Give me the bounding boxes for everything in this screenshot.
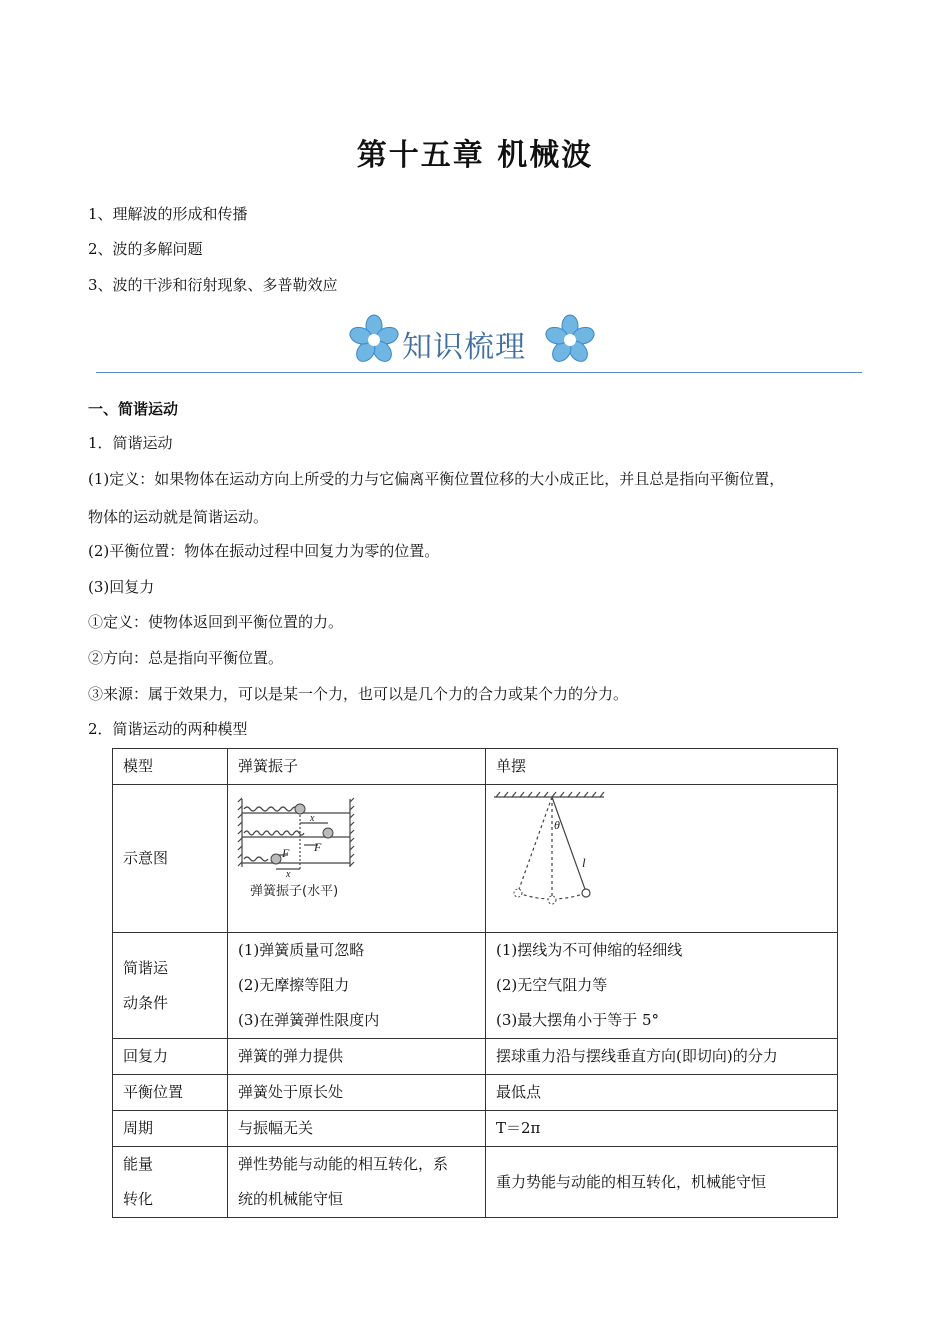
objective-2: 2、波的多解问题	[88, 240, 203, 258]
table-cell: 示意图	[113, 785, 228, 933]
table-cell: 平衡位置	[113, 1075, 228, 1111]
page-title: 第十五章 机械波	[356, 138, 594, 173]
table-cell	[228, 933, 486, 1039]
cell-line: 简谐运	[123, 958, 169, 977]
spring-diagram-caption: 弹簧振子(水平)	[250, 884, 339, 899]
section-heading: 一、简谐运动	[88, 400, 179, 418]
table-cell: T＝2π	[486, 1111, 838, 1147]
spring-label-F: F	[314, 840, 322, 854]
table-header-row	[113, 749, 838, 785]
pendulum-length-label: l	[582, 855, 586, 870]
pendulum-angle-label: θ	[554, 818, 560, 832]
text-line: 2．简谐运动的两种模型	[88, 720, 248, 738]
table-row	[113, 933, 838, 1039]
text-line: ③来源：属于效果力，可以是某一个力，也可以是几个力的合力或某个力的分力。	[88, 685, 629, 703]
spring-label-x: x	[310, 813, 315, 824]
table-cell: 最低点	[486, 1075, 838, 1111]
cell-line: (1)弹簧质量可忽略	[238, 941, 365, 959]
table-row	[113, 1039, 838, 1075]
table-cell: 与振幅无关	[228, 1111, 486, 1147]
table-cell	[113, 1147, 228, 1218]
table-cell: 摆球重力沿与摆线垂直方向(即切向)的分力	[486, 1039, 838, 1075]
text-line: (2)平衡位置：物体在振动过程中回复力为零的位置。	[88, 542, 440, 560]
cell-line: 转化	[123, 1190, 154, 1208]
banner-title: 知识梳理	[402, 330, 526, 365]
pendulum-diagram-cell	[486, 785, 838, 933]
text-line: 1．简谐运动	[88, 434, 173, 452]
table-row	[113, 1147, 838, 1218]
cell-line: (2)无摩擦等阻力	[238, 976, 350, 994]
cell-line: (3)最大摆角小于等于 5°	[496, 1011, 660, 1029]
table-cell	[486, 933, 838, 1039]
sakura-flower-icon	[348, 314, 400, 366]
table-cell: 模型	[113, 749, 228, 785]
cell-line: 弹性势能与动能的相互转化，系	[238, 1155, 449, 1173]
cell-line: 动条件	[123, 993, 169, 1012]
text-line: 物体的运动就是简谐运动。	[88, 508, 269, 526]
table-cell: 弹簧振子	[228, 749, 486, 785]
divider	[96, 372, 862, 373]
text-line: (1)定义：如果物体在运动方向上所受的力与它偏离平衡位置位移的大小成正比，并且总是指向平衡位置，	[88, 470, 785, 488]
cell-line: 统的机械能守恒	[238, 1190, 344, 1208]
cell-line: (2)无空气阻力等	[496, 976, 608, 994]
pendulum-diagram	[486, 785, 836, 919]
table-cell: 重力势能与动能的相互转化，机械能守恒	[486, 1147, 838, 1218]
table-row	[113, 785, 838, 933]
text-line: ①定义：使物体返回到平衡位置的力。	[88, 613, 344, 631]
models-table	[112, 748, 838, 1218]
table-row	[113, 1075, 838, 1111]
spring-oscillator-diagram	[228, 785, 484, 919]
spring-label-x: x	[286, 869, 291, 880]
table-cell	[113, 933, 228, 1039]
table-cell: 周期	[113, 1111, 228, 1147]
spring-diagram-cell	[228, 785, 486, 933]
table-row	[113, 1111, 838, 1147]
objective-1: 1、理解波的形成和传播	[88, 205, 248, 223]
knowledge-banner	[348, 312, 598, 368]
text-line: ②方向：总是指向平衡位置。	[88, 649, 284, 667]
objective-3: 3、波的干涉和衍射现象、多普勒效应	[88, 276, 338, 294]
table-cell	[228, 1147, 486, 1218]
text-line: (3)回复力	[88, 578, 155, 596]
cell-line: (1)摆线为不可伸缩的轻细线	[496, 941, 683, 959]
table-cell: 回复力	[113, 1039, 228, 1075]
table-cell: 弹簧的弹力提供	[228, 1039, 486, 1075]
cell-line: (3)在弹簧弹性限度内	[238, 1011, 380, 1029]
table-cell: 弹簧处于原长处	[228, 1075, 486, 1111]
table-cell: 单摆	[486, 749, 838, 785]
cell-line: 能量	[123, 1155, 154, 1173]
sakura-flower-icon	[544, 314, 596, 366]
spring-label-F: F	[282, 846, 290, 860]
